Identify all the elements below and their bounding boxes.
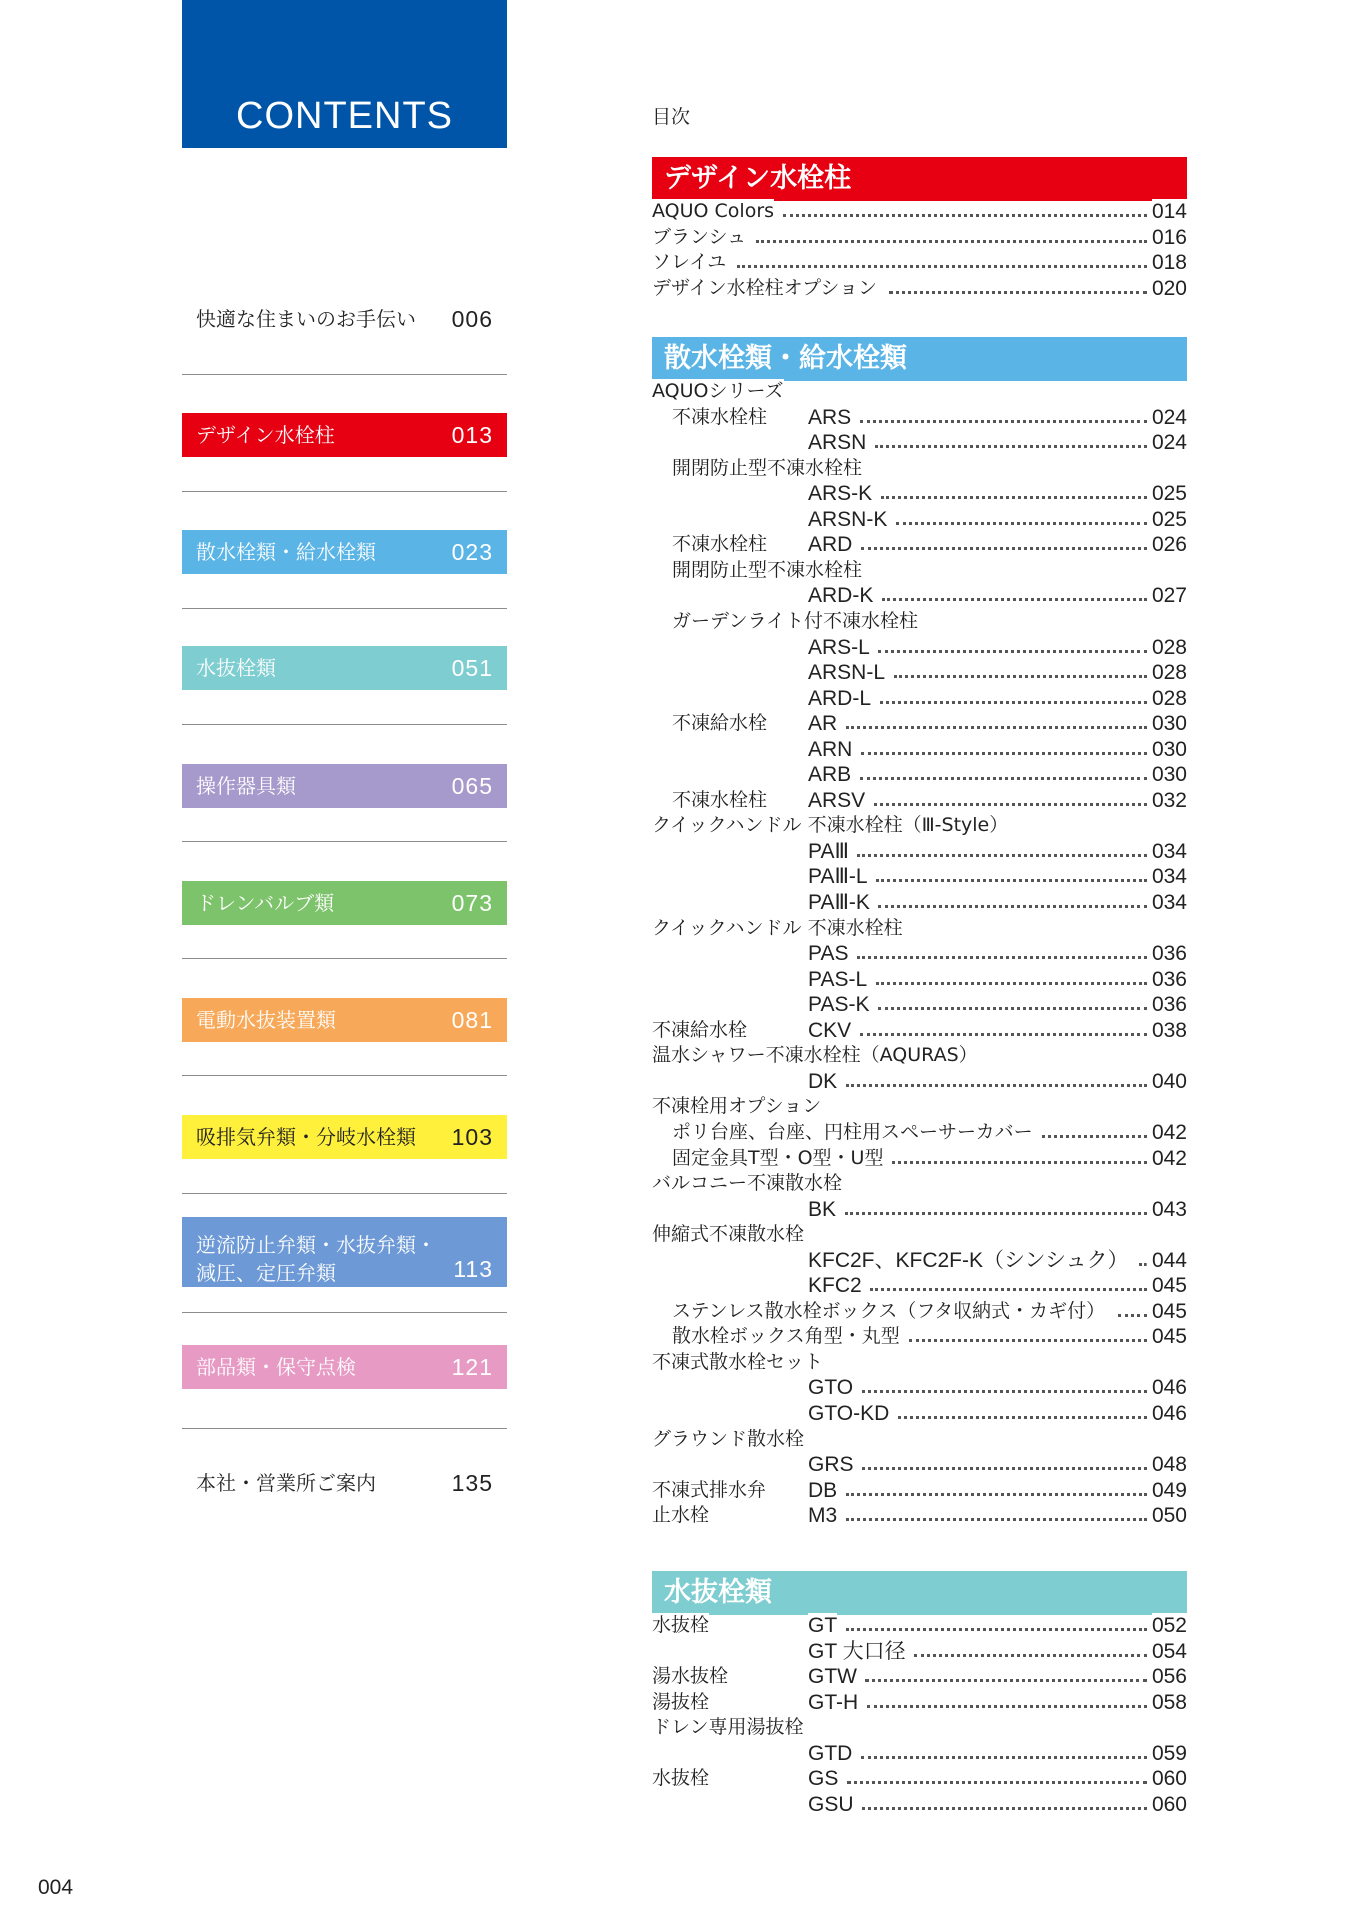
leader-dots — [860, 1033, 1147, 1036]
toc-entry — [652, 1094, 1187, 1119]
toc-entry-label: 伸縮式不凍散水栓 — [652, 1223, 805, 1246]
leader-dots — [882, 598, 1147, 601]
toc-entry-page: 060 — [1151, 1767, 1187, 1791]
toc-entry-page: 027 — [1151, 584, 1187, 608]
leader-dots — [870, 1288, 1147, 1291]
toc-entry — [652, 1427, 1187, 1452]
toc-entry-page: 059 — [1151, 1741, 1187, 1765]
leader-dots — [862, 1390, 1147, 1393]
toc-entry-page: 056 — [1151, 1665, 1187, 1689]
toc-entry-page: 045 — [1151, 1325, 1187, 1349]
left-index-title: 電動水抜装置類 — [196, 1008, 336, 1032]
toc-entry-label: 不凍水栓柱 — [672, 533, 768, 556]
left-index-title: 水抜栓類 — [196, 656, 276, 680]
left-index-page: 023 — [451, 538, 493, 565]
toc-entry — [652, 225, 1187, 250]
leader-dots — [846, 1084, 1147, 1087]
toc-entry-page: 030 — [1151, 712, 1187, 736]
left-index-item — [182, 764, 507, 808]
toc-entry-label: 水抜栓 — [652, 1614, 710, 1636]
toc-entry-page: 042 — [1151, 1120, 1187, 1144]
toc-entry-model: AR — [808, 712, 838, 736]
divider — [182, 1312, 507, 1313]
toc-entry — [652, 1350, 1187, 1375]
toc-entry-model: DB — [808, 1478, 838, 1502]
leader-dots — [876, 879, 1147, 882]
toc-entry-model: PAⅢ-K — [808, 891, 870, 914]
leader-dots — [881, 496, 1147, 499]
left-index-item — [182, 298, 507, 340]
toc-entry-page: 058 — [1151, 1690, 1187, 1714]
toc-entry-label: ブランシュ — [652, 225, 747, 248]
left-index-title: 散水栓類・給水栓類 — [196, 540, 376, 564]
leader-dots — [874, 803, 1147, 806]
toc-entry — [652, 1171, 1187, 1196]
left-index-page: 113 — [453, 1256, 493, 1282]
toc-entry-model: GS — [808, 1767, 839, 1791]
toc-entry-page: 036 — [1151, 942, 1187, 966]
toc-entry — [652, 583, 1187, 608]
left-index-title: 吸排気弁類・分岐水栓類 — [196, 1125, 416, 1149]
toc-entry-label: 固定金具T型・O型・U型 — [672, 1146, 884, 1169]
toc-entry-page: 028 — [1151, 661, 1187, 685]
toc-entry-model: GTO-KD — [808, 1402, 890, 1425]
toc-entry-model: BK — [808, 1197, 837, 1221]
toc-entry-label: ポリ台座、台座、円柱用スペーサーカバー — [672, 1120, 1033, 1143]
toc-entry-label: 湯水抜栓 — [652, 1665, 729, 1688]
leader-dots — [857, 854, 1147, 857]
toc-entry — [652, 916, 1187, 941]
toc-entry-page: 025 — [1151, 507, 1187, 531]
toc-entry — [652, 1478, 1187, 1503]
toc-entry-label: クイックハンドル 不凍水栓柱（Ⅲ-Style） — [652, 814, 1009, 837]
toc-entry-model: ARS — [808, 405, 852, 429]
left-index-item — [182, 1217, 507, 1287]
left-index-item — [182, 1345, 507, 1389]
toc-entry-model: ARB — [808, 763, 852, 787]
toc-entry-page: 024 — [1151, 431, 1187, 455]
toc-entry-page: 034 — [1151, 865, 1187, 889]
left-index-page: 081 — [451, 1006, 493, 1033]
toc-entry-model: GT — [808, 1614, 838, 1637]
left-index-title: 本社・営業所ご案内 — [196, 1471, 376, 1495]
toc-entry-label: 不凍式排水弁 — [652, 1478, 767, 1501]
toc-entry — [652, 379, 1187, 404]
toc-entry-model: GTO — [808, 1376, 854, 1400]
toc-entry-page: 043 — [1151, 1197, 1187, 1221]
toc-entry — [652, 737, 1187, 762]
toc-entry-model: ARS-K — [808, 482, 873, 506]
toc-entry-page: 016 — [1151, 225, 1187, 249]
leader-dots — [861, 547, 1147, 550]
toc-entry-model: PAS-K — [808, 993, 870, 1017]
toc-entry-label: 温水シャワー不凍水栓柱（AQURAS） — [652, 1044, 978, 1067]
page-number: 004 — [38, 1876, 74, 1899]
toc-entry-model: CKV — [808, 1018, 852, 1042]
toc-entry-label: 散水栓ボックス角型・丸型 — [672, 1325, 900, 1348]
leader-dots — [862, 1467, 1147, 1470]
leader-dots — [867, 1705, 1147, 1708]
toc-entry-model: PAⅢ-L — [808, 865, 868, 889]
toc-entry-model: ARD — [808, 533, 853, 557]
section-header: デザイン水栓柱 — [652, 157, 1187, 201]
toc-entry-page: 048 — [1151, 1453, 1187, 1477]
toc-entry — [652, 1273, 1187, 1298]
toc-entry-label: 不凍給水栓 — [672, 712, 768, 735]
toc-entry — [652, 864, 1187, 889]
leader-dots — [878, 905, 1147, 908]
toc-entry-model: ARN — [808, 737, 853, 761]
left-index-item — [182, 646, 507, 690]
toc-entry — [652, 1639, 1187, 1664]
toc-entry-label: デザイン水栓柱オプション — [652, 276, 877, 299]
toc-entry-page: 014 — [1151, 200, 1187, 223]
toc-entry — [652, 1401, 1187, 1426]
toc-entry — [652, 1715, 1187, 1740]
leader-dots — [876, 982, 1147, 985]
toc-entry-page: 018 — [1151, 251, 1187, 275]
toc-entry — [652, 430, 1187, 455]
leader-dots — [1118, 1314, 1147, 1317]
toc-entry-model: DK — [808, 1069, 838, 1093]
left-index-item — [182, 1115, 507, 1159]
toc-entry-model: GT 大口径 — [808, 1639, 906, 1663]
divider — [182, 374, 507, 375]
toc-entry — [652, 250, 1187, 275]
divider — [182, 1428, 507, 1429]
left-index-item — [182, 413, 507, 457]
left-index-page: 051 — [451, 654, 493, 681]
toc-entry-label: ソレイユ — [652, 251, 727, 274]
toc-entry — [652, 1120, 1187, 1145]
toc-entry-page: 036 — [1151, 967, 1187, 991]
toc-entry — [652, 456, 1187, 481]
toc-entry-label: バルコニー不凍散水栓 — [652, 1172, 843, 1195]
left-index-title: ドレンバルブ類 — [196, 891, 335, 915]
toc-entry — [652, 1324, 1187, 1349]
leader-dots — [846, 1518, 1147, 1521]
toc-entry — [652, 660, 1187, 685]
toc-entry-model: GRS — [808, 1453, 854, 1477]
toc-entry-page: 046 — [1151, 1376, 1187, 1400]
toc-entry-page: 030 — [1151, 737, 1187, 761]
toc-entry-page: 044 — [1151, 1248, 1187, 1272]
toc-entry-model: ARSN-K — [808, 507, 888, 531]
toc-entry — [652, 992, 1187, 1017]
toc-entry-label: 不凍栓用オプション — [652, 1095, 822, 1118]
toc-entry — [652, 1452, 1187, 1477]
toc-entry-page: 028 — [1151, 686, 1187, 710]
toc-entry — [652, 1613, 1187, 1638]
leader-dots — [889, 291, 1147, 294]
toc-entry-model: PAS-L — [808, 967, 868, 991]
toc-entry — [652, 1018, 1187, 1043]
toc-entry-page: 045 — [1151, 1274, 1187, 1298]
toc-entry — [652, 1299, 1187, 1324]
toc-entry — [652, 558, 1187, 583]
section-header: 散水栓類・給水栓類 — [652, 337, 1187, 381]
toc-entry-label: 止水栓 — [652, 1504, 710, 1527]
toc-entry — [652, 1741, 1187, 1766]
leader-dots — [862, 1807, 1147, 1810]
left-index-item — [182, 1462, 507, 1504]
toc-entry-model: M3 — [808, 1504, 838, 1528]
leader-dots — [875, 445, 1147, 448]
left-index-page: 073 — [451, 889, 493, 916]
divider — [182, 724, 507, 725]
toc-entry-model: ARSN-L — [808, 661, 886, 685]
toc-entry-model: PAⅢ — [808, 839, 849, 863]
left-index-title: 逆流防止弁類・水抜弁類・ 減圧、定圧弁類 — [196, 1233, 436, 1285]
toc-entry — [652, 199, 1187, 224]
toc-entry-label: グラウンド散水栓 — [652, 1427, 805, 1450]
divider — [182, 841, 507, 842]
section-header: 水抜栓類 — [652, 1571, 1187, 1615]
divider — [182, 491, 507, 492]
toc-entry — [652, 481, 1187, 506]
left-index-page: 006 — [451, 305, 493, 332]
left-index-item — [182, 998, 507, 1042]
leader-dots — [845, 1212, 1147, 1215]
toc-entry — [652, 788, 1187, 813]
toc-entry — [652, 762, 1187, 787]
divider — [182, 608, 507, 609]
leader-dots — [846, 1493, 1147, 1496]
toc-entry — [652, 813, 1187, 838]
left-index-page: 065 — [451, 772, 493, 799]
leader-dots — [756, 240, 1147, 243]
toc-entry — [652, 1375, 1187, 1400]
toc-entry-page: 060 — [1151, 1792, 1187, 1816]
divider — [182, 958, 507, 959]
toc-entry-page: 054 — [1151, 1639, 1187, 1663]
leader-dots — [846, 1628, 1147, 1631]
toc-entry — [652, 1766, 1187, 1791]
leader-dots — [1042, 1135, 1147, 1138]
leader-dots — [865, 1679, 1147, 1682]
leader-dots — [878, 650, 1147, 653]
toc-entry-label: 湯抜栓 — [652, 1690, 710, 1713]
toc-entry-label: ステンレス散水栓ボックス（フタ収納式・カギ付） — [672, 1299, 1106, 1322]
toc-entry-model: GTD — [808, 1741, 853, 1765]
toc-entry-label: 不凍給水栓 — [652, 1018, 748, 1041]
leader-dots — [857, 956, 1147, 959]
toc-entry-page: 034 — [1151, 891, 1187, 914]
toc-entry — [652, 686, 1187, 711]
toc-entry — [652, 1069, 1187, 1094]
toc-entry — [652, 405, 1187, 430]
toc-entry-page: 025 — [1151, 482, 1187, 506]
leader-dots — [846, 726, 1147, 729]
toc-entry-label: AQUO Colors — [652, 200, 775, 222]
leader-dots — [896, 522, 1147, 525]
toc-entry-label: ドレン専用湯抜栓 — [652, 1716, 804, 1739]
leader-dots — [783, 214, 1147, 217]
contents-title: CONTENTS — [182, 0, 507, 148]
toc-entry-page: 032 — [1151, 788, 1187, 812]
toc-entry-page: 028 — [1151, 635, 1187, 659]
toc-entry — [652, 276, 1187, 301]
toc-entry — [652, 1690, 1187, 1715]
leader-dots — [914, 1654, 1147, 1657]
leader-dots — [1139, 1263, 1147, 1266]
toc-entry-label: クイックハンドル 不凍水栓柱 — [652, 916, 903, 939]
left-index-item — [182, 530, 507, 574]
leader-dots — [860, 420, 1147, 423]
toc-entry-label: AQUOシリーズ — [652, 380, 784, 402]
toc-entry-label: 水抜栓 — [652, 1767, 710, 1790]
toc-entry-label: 不凍水栓柱 — [672, 405, 768, 428]
toc-entry-label: ガーデンライト付不凍水栓柱 — [672, 609, 919, 632]
left-index-title: 操作器具類 — [196, 774, 296, 798]
toc-entry-page: 034 — [1151, 839, 1187, 863]
toc-entry-page: 026 — [1151, 533, 1187, 557]
leader-dots — [894, 675, 1147, 678]
leader-dots — [880, 701, 1147, 704]
toc-entry-page: 052 — [1151, 1614, 1187, 1637]
divider — [182, 1193, 507, 1194]
toc-entry — [652, 532, 1187, 557]
toc-entry-model: ARS-L — [808, 635, 870, 659]
toc-entry-page: 049 — [1151, 1478, 1187, 1502]
toc-entry — [652, 1146, 1187, 1171]
toc-entry-page: 024 — [1151, 405, 1187, 429]
toc-entry-page: 050 — [1151, 1504, 1187, 1528]
toc-entry — [652, 1043, 1187, 1068]
toc-entry-model: KFC2 — [808, 1274, 862, 1298]
left-index-title: デザイン水栓柱 — [196, 423, 335, 447]
toc-entry — [652, 1664, 1187, 1689]
toc-entry-page: 040 — [1151, 1069, 1187, 1093]
toc-entry-model: GSU — [808, 1792, 854, 1816]
toc-entry-label: 開閉防止型不凍水栓柱 — [672, 456, 863, 479]
leader-dots — [892, 1161, 1147, 1164]
divider — [182, 1075, 507, 1076]
toc-entry-page: 020 — [1151, 276, 1187, 300]
toc-entry — [652, 1792, 1187, 1817]
toc-entry — [652, 507, 1187, 532]
toc-entry-page: 030 — [1151, 763, 1187, 787]
left-index-title: 快適な住まいのお手伝い — [196, 307, 416, 331]
left-index-item — [182, 881, 507, 925]
toc-entry — [652, 711, 1187, 736]
leader-dots — [737, 265, 1147, 268]
toc-entry — [652, 967, 1187, 992]
left-index-title: 部品類・保守点検 — [196, 1355, 356, 1379]
toc-entry-model: GT-H — [808, 1690, 859, 1714]
toc-entry — [652, 839, 1187, 864]
toc-entry-model: PAS — [808, 942, 849, 966]
left-index-page: 121 — [451, 1353, 493, 1380]
toc-entry-model: KFC2F、KFC2F-K（シンシュク） — [808, 1248, 1129, 1272]
toc-entry — [652, 1197, 1187, 1222]
left-index-page: 103 — [451, 1123, 493, 1150]
toc-entry-model: ARD-L — [808, 686, 872, 710]
toc-entry — [652, 1248, 1187, 1273]
leader-dots — [898, 1416, 1147, 1419]
left-index-page: 013 — [451, 421, 493, 448]
toc-entry-label: 不凍式散水栓セット — [652, 1350, 824, 1373]
leader-dots — [860, 777, 1147, 780]
leader-dots — [861, 752, 1147, 755]
left-index-page: 135 — [451, 1469, 493, 1496]
toc-entry-page: 036 — [1151, 993, 1187, 1017]
leader-dots — [861, 1756, 1147, 1759]
toc-entry — [652, 890, 1187, 915]
toc-entry-page: 038 — [1151, 1018, 1187, 1042]
toc-entry-model: ARSN — [808, 431, 867, 455]
toc-entry-model: ARD-K — [808, 584, 874, 608]
toc-entry-page: 042 — [1151, 1146, 1187, 1170]
toc-entry-model: GTW — [808, 1665, 857, 1689]
leader-dots — [878, 1007, 1147, 1010]
leader-dots — [847, 1781, 1147, 1784]
toc-entry — [652, 941, 1187, 966]
toc-entry — [652, 1503, 1187, 1528]
mokuji-heading: 目次 — [652, 106, 691, 128]
toc-entry-page: 045 — [1151, 1299, 1187, 1323]
toc-entry — [652, 1222, 1187, 1247]
toc-entry — [652, 609, 1187, 634]
toc-entry-label: 不凍水栓柱 — [672, 788, 768, 811]
toc-entry — [652, 635, 1187, 660]
leader-dots — [909, 1339, 1147, 1342]
toc-entry-model: ARSV — [808, 788, 866, 812]
toc-entry-label: 開閉防止型不凍水栓柱 — [672, 558, 863, 581]
toc-entry-page: 046 — [1151, 1402, 1187, 1425]
